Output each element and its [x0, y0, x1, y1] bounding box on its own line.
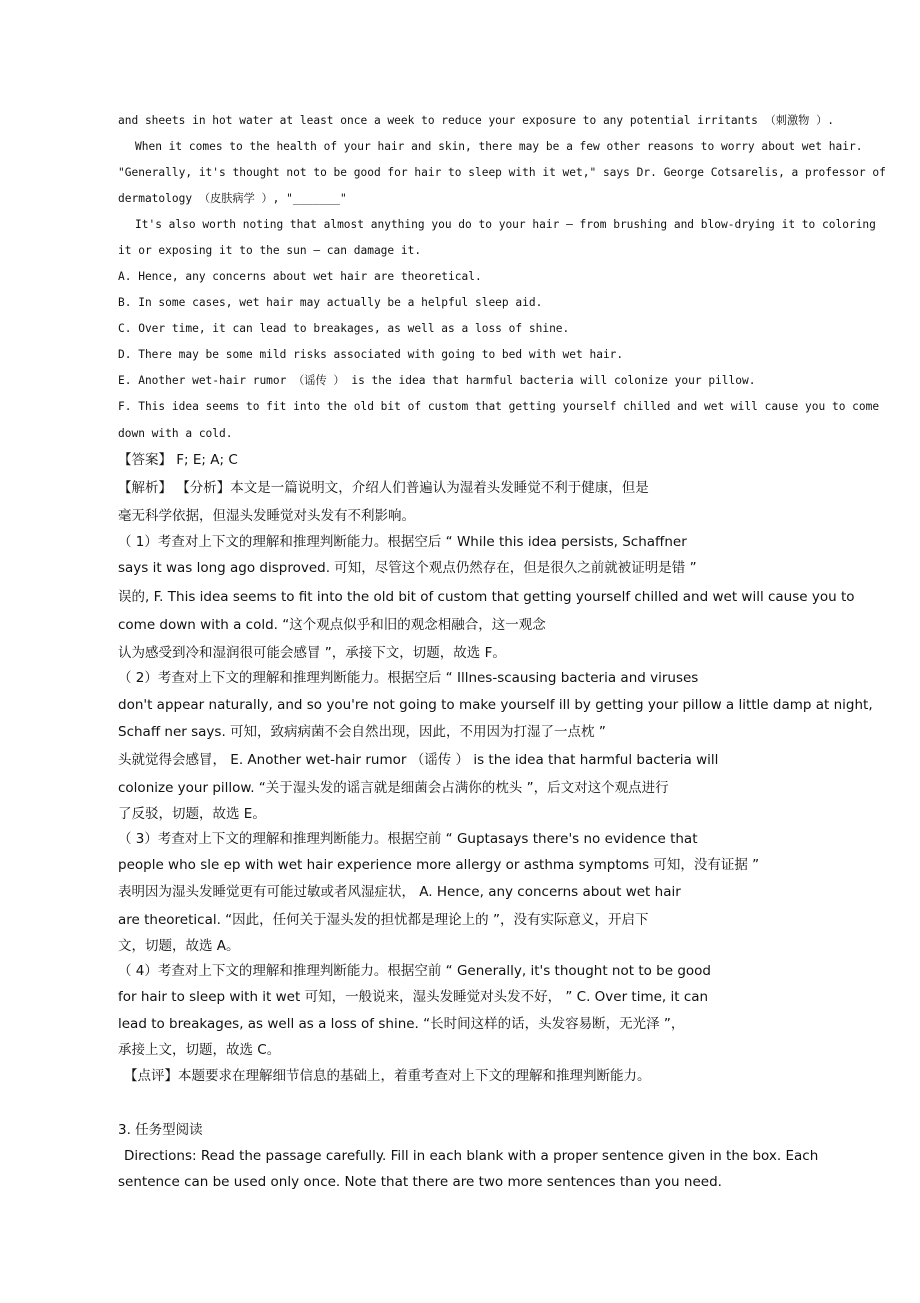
- analysis-line-16: 表明因为湿头发睡觉更有可能过敏或者风湿症状， A. Hence, any concerns about wet hair: [118, 884, 681, 900]
- analysis-line-18: 文，切题，故选 A。: [118, 938, 240, 954]
- passage-line-6: it or exposing it to the sun — can damage it.: [118, 244, 422, 257]
- analysis-line-21: lead to breakages, as well as a loss of shine. “长时间这样的话，头发容易断，无光泽 ”，: [118, 1016, 685, 1032]
- analysis-line-4: says it was long ago disproved. 可知，尽管这个观点仍然存在，但是很久之前就被证明是错 ”: [118, 560, 697, 576]
- directions-line-1: Directions: Read the passage carefully. Fill in each blank with a proper sentence given in the box. Each: [124, 1148, 819, 1164]
- analysis-line-2: 毫无科学依据，但湿头发睡觉对头发有不利影响。: [118, 508, 415, 524]
- option-f-line-2: down with a cold.: [118, 427, 233, 440]
- analysis-line-10: Schaff ner says. 可知，致病病菌不会自然出现，因此，不用因为打湿了一点枕 ”: [118, 724, 606, 740]
- passage-line-2: When it comes to the health of your hair and skin, there may be a few other reasons to worry about wet hair.: [135, 140, 863, 153]
- section-3-heading: 3. 任务型阅读: [118, 1122, 203, 1138]
- analysis-line-3: （ 1）考查对上下文的理解和推理判断能力。根据空后 “ While this idea persists, Schaffner: [118, 534, 687, 550]
- directions-line-2: sentence can be used only once. Note that there are two more sentences than you need.: [118, 1174, 722, 1190]
- comment-line: 【点评】本题要求在理解细节信息的基础上，着重考查对上下文的理解和推理判断能力。: [124, 1068, 651, 1084]
- passage-line-3: "Generally, it's thought not to be good for hair to sleep with it wet," says Dr. George Cotsarelis, a professor of: [118, 166, 886, 179]
- passage-line-5: It's also worth noting that almost anything you do to your hair — from brushing and blow-drying it to coloring: [135, 218, 876, 231]
- analysis-line-12: colonize your pillow. “关于湿头发的谣言就是细菌会占满你的枕头 ”，后文对这个观点进行: [118, 780, 669, 796]
- analysis-line-6: come down with a cold. “这个观点似乎和旧的观念相融合，这一观念: [118, 617, 546, 633]
- analysis-line-8: （ 2）考查对上下文的理解和推理判断能力。根据空后 “ Illnes-scausing bacteria and viruses: [118, 670, 699, 686]
- answer-line: 【答案】 F; E; A; C: [118, 452, 238, 468]
- passage-line-4: dermatology （皮肤病学 ）, "_______": [118, 192, 347, 205]
- analysis-line-14: （ 3）考查对上下文的理解和推理判断能力。根据空前 “ Guptasays there's no evidence that: [118, 831, 698, 847]
- analysis-line-7: 认为感受到冷和湿润很可能会感冒 ”，承接下文，切题，故选 F。: [118, 645, 506, 661]
- analysis-line-1: 【解析】 【分析】本文是一篇说明文，介绍人们普遍认为湿着头发睡觉不利于健康，但是: [118, 480, 649, 496]
- analysis-line-13: 了反驳，切题，故选 E。: [118, 806, 266, 822]
- analysis-line-11: 头就觉得会感冒， E. Another wet-hair rumor （谣传 ） is the idea that harmful bacteria will: [118, 752, 719, 768]
- analysis-line-9: don't appear naturally, and so you're not going to make yourself ill by getting your pillow a little damp at night,: [118, 697, 873, 713]
- analysis-line-15: people who sle ep with wet hair experience more allergy or asthma symptoms 可知，没有证据 ”: [118, 857, 760, 873]
- option-a: A. Hence, any concerns about wet hair are theoretical.: [118, 270, 482, 283]
- analysis-line-19: （ 4）考查对上下文的理解和推理判断能力。根据空前 “ Generally, it's thought not to be good: [118, 963, 712, 979]
- analysis-line-22: 承接上文，切题，故选 C。: [118, 1042, 281, 1058]
- option-b: B. In some cases, wet hair may actually be a helpful sleep aid.: [118, 296, 543, 309]
- option-f-line-1: F. This idea seems to fit into the old bit of custom that getting yourself chilled and wet will cause you to come: [118, 400, 880, 413]
- analysis-line-20: for hair to sleep with it wet 可知，一般说来，湿头发睡觉对头发不好， ” C. Over time, it can: [118, 989, 709, 1005]
- passage-line-1: and sheets in hot water at least once a week to reduce your exposure to any potential irritants （刺激物 ）.: [118, 114, 835, 127]
- option-d: D. There may be some mild risks associated with going to bed with wet hair.: [118, 348, 624, 361]
- option-c: C. Over time, it can lead to breakages, as well as a loss of shine.: [118, 322, 570, 335]
- option-e: E. Another wet-hair rumor （谣传 ） is the idea that harmful bacteria will colonize your pillow.: [118, 374, 756, 387]
- analysis-line-5: 误的, F. This idea seems to fit into the old bit of custom that getting yourself chilled and wet will cause you to: [118, 589, 855, 605]
- analysis-line-17: are theoretical. “因此，任何关于湿头发的担忧都是理论上的 ”，没有实际意义，开启下: [118, 912, 649, 928]
